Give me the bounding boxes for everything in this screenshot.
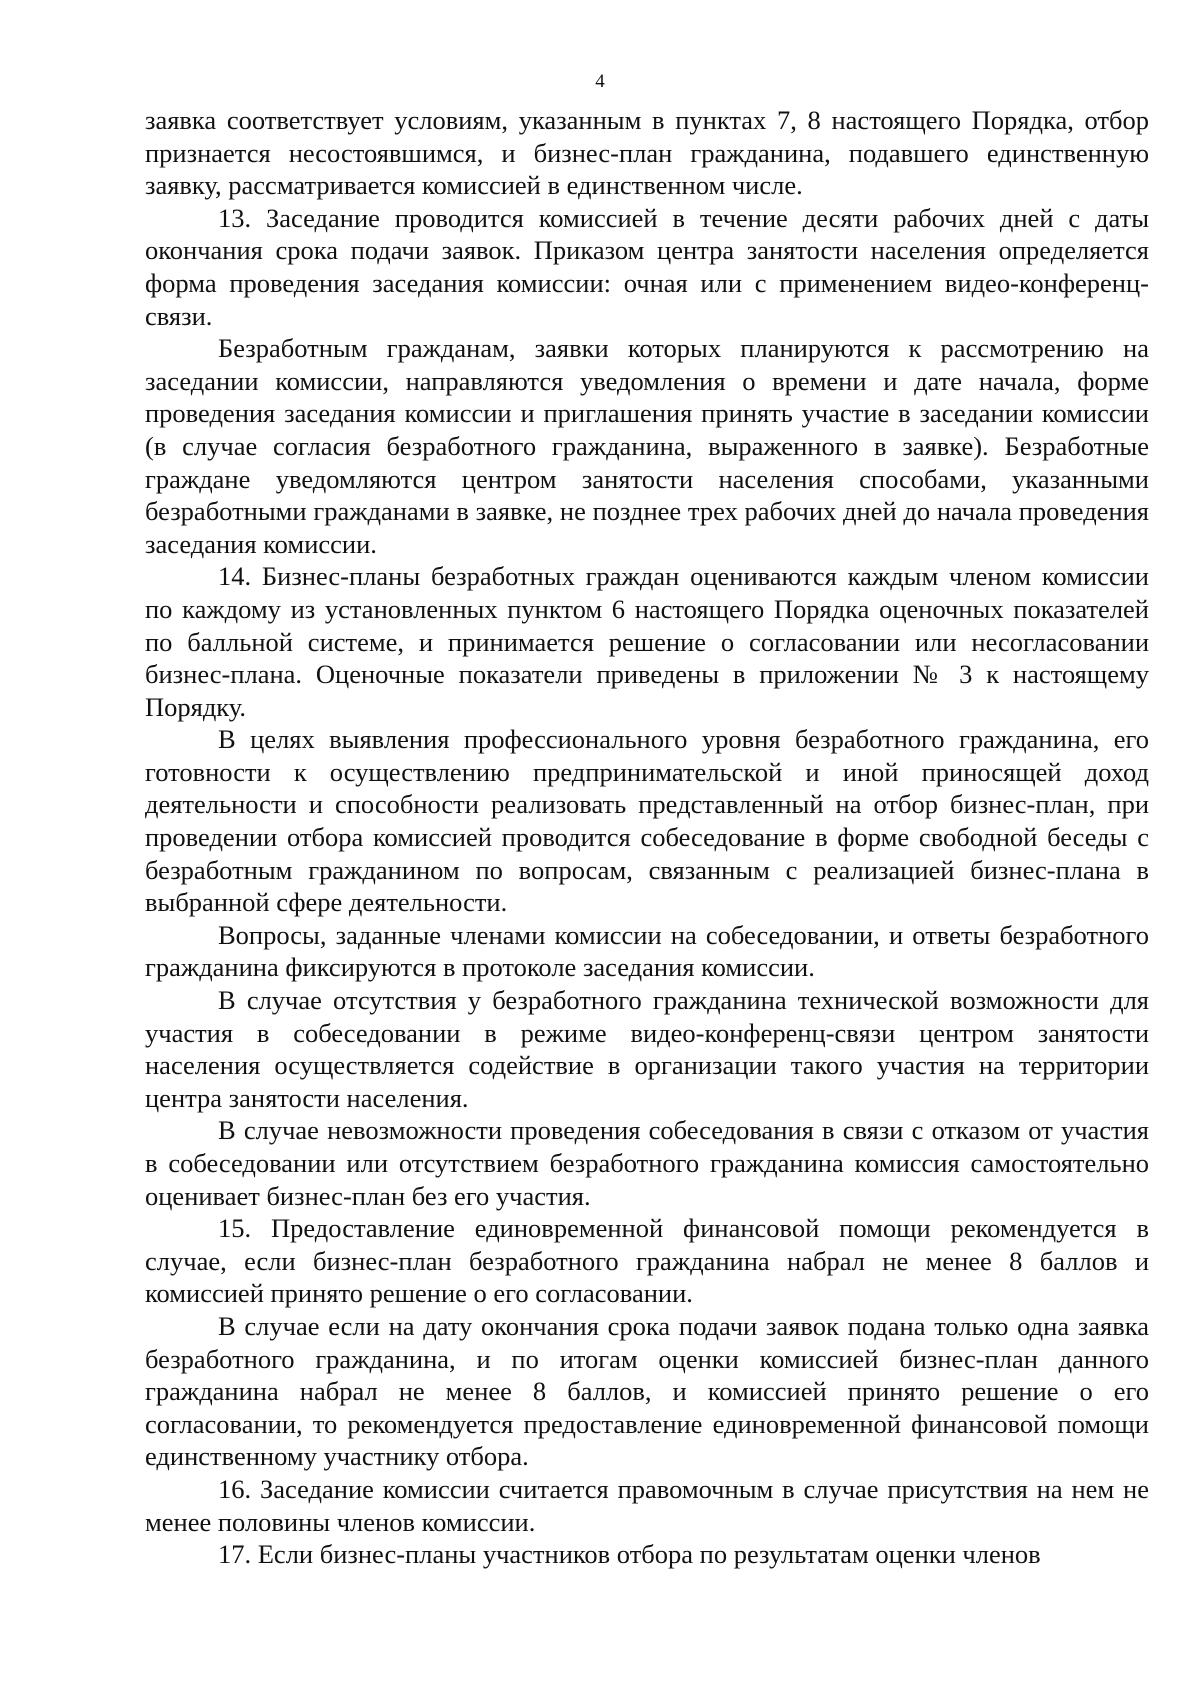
paragraph-notifications: Безработным гражданам, заявки которых планируются к рассмотрению на заседании комиссии, направляются уведомления о времени и дате начала, форме проведения заседания комиссии и приглашения принять участие в заседании комиссии (в случае согласия безработного гражданина, выраженного в заявке). Безработные граждане уведомляются центром занятости населения способами, указанными безработными гражданами в заявке, не позднее трех рабочих дней до начала проведения заседания комиссии. xyxy=(145,333,1149,559)
page-number: 4 xyxy=(595,71,605,92)
paragraph-interview-absence: В случае невозможности проведения собеседования в связи с отказом от участия в собеседовании или отсутствием безработного гражданина комиссия самостоятельно оценивает бизнес-план без его участия. xyxy=(145,1115,1149,1211)
paragraph-item-17: 17. Если бизнес-планы участников отбора по результатам оценки членов xyxy=(218,1539,1041,1570)
paragraph-interview-purpose: В целях выявления профессионального уровня безработного гражданина, его готовности к осуществлению предпринимательской и иной приносящей доход деятельности и способности реализовать представленный на отбор бизнес-план, при проведении отбора комиссией проводится собеседование в форме свободной беседы с безработным гражданином по вопросам, связанным с реализацией бизнес-плана в выбранной сфере деятельности. xyxy=(145,724,1149,918)
paragraph-item-16: 16. Заседание комиссии считается правомочным в случае присутствия на нем не менее половины членов комиссии. xyxy=(145,1473,1149,1537)
paragraph-item-14: 14. Бизнес-планы безработных граждан оцениваются каждым членом комиссии по каждому из установленных пунктом 6 настоящего Порядка оценочных показателей по балльной системе, и принимается решение о согласовании или несогласовании бизнес-плана. Оценочные показатели приведены в приложении № 3 к настоящему Порядку. xyxy=(145,561,1149,722)
paragraph-single-applicant: В случае если на дату окончания срока подачи заявок подана только одна заявка безработного гражданина, и по итогам оценки комиссией бизнес-план данного гражданина набрал не менее 8 баллов, и комиссией принято решение о его согласовании, то рекомендуется предоставление единовременной финансовой помощи единственному участнику отбора. xyxy=(145,1310,1149,1472)
paragraph-continuation: заявка соответствует условиям, указанным в пунктах 7, 8 настоящего Порядка, отбор признается несостоявшимся, и бизнес-план гражданина, подавшего единственную заявку, рассматривается комиссией в единственном числе. xyxy=(145,105,1149,201)
document-body xyxy=(145,104,1149,1571)
paragraph-item-13: 13. Заседание проводится комиссией в течение десяти рабочих дней с даты окончания срока подачи заявок. Приказом центра занятости населения определяется форма проведения заседания комиссии: очная или с применением видео-конференц-связи. xyxy=(145,202,1149,331)
paragraph-interview-protocol: Вопросы, заданные членами комиссии на собеседовании, и ответы безработного гражданина фиксируются в протоколе заседания комиссии. xyxy=(145,919,1149,983)
paragraph-video-assistance: В случае отсутствия у безработного гражданина технической возможности для участия в собеседовании в режиме видео-конференц-связи центром занятости населения осуществляется содействие в организации такого участия на территории центра занятости населения. xyxy=(145,985,1149,1113)
paragraph-item-15: 15. Предоставление единовременной финансовой помощи рекомендуется в случае, если бизнес-план безработного гражданина набрал не менее 8 баллов и комиссией принято решение о его согласовании. xyxy=(145,1213,1149,1309)
